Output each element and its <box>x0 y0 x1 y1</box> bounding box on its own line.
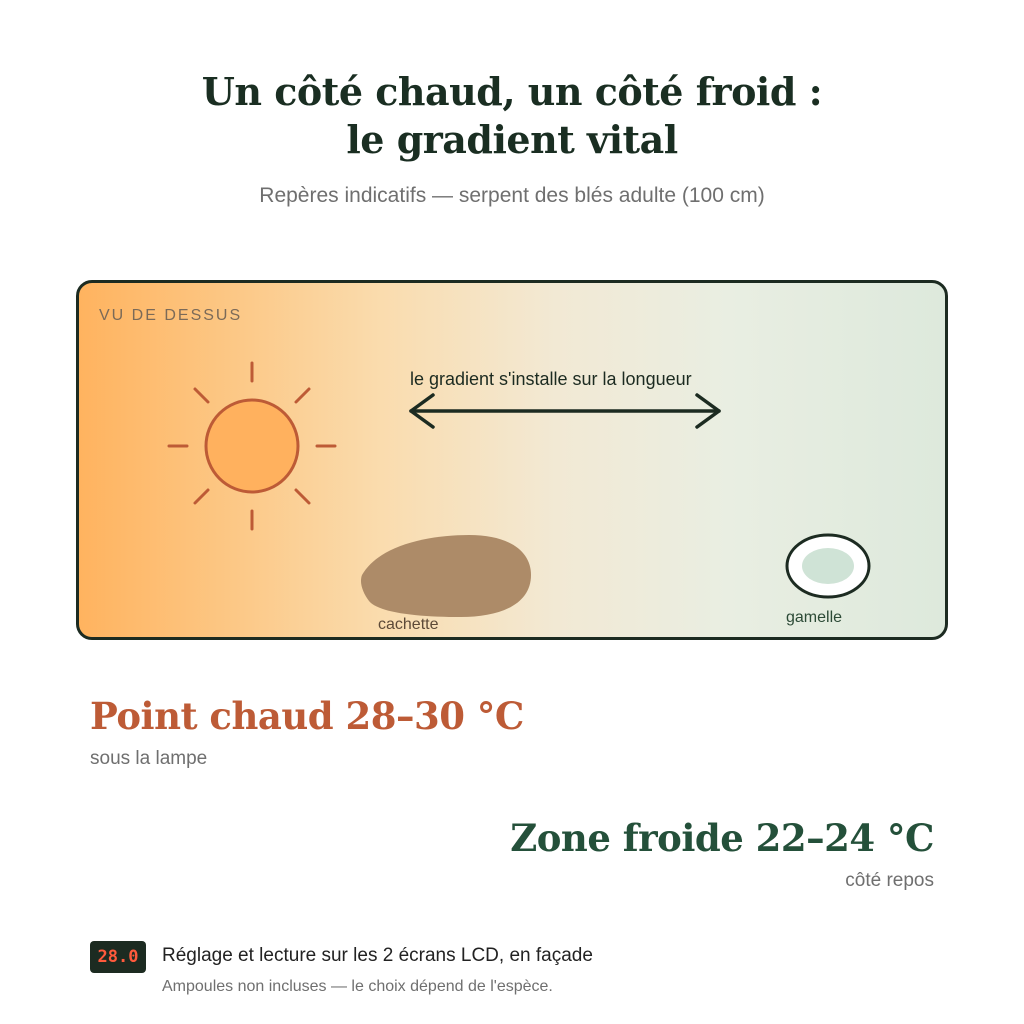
bowl-label: gamelle <box>786 609 843 626</box>
page-title <box>0 68 1024 164</box>
hot-zone-subtitle: sous la lampe <box>90 748 208 769</box>
page-title-line-2: le gradient vital <box>346 117 678 162</box>
lcd-display-badge: 28.0 <box>90 941 146 973</box>
terrarium-top-view <box>76 280 948 640</box>
double-arrow-icon <box>405 391 725 431</box>
gradient-label: le gradient s'installe sur la longueur <box>410 369 692 389</box>
water-bowl-icon <box>783 531 873 601</box>
view-label: VU DE DESSUS <box>99 307 243 324</box>
cold-zone-title: Zone froide 22–24 °C <box>510 816 934 860</box>
hide-label: cachette <box>378 616 439 633</box>
footer-note: Réglage et lecture sur les 2 écrans LCD, en façade <box>162 945 593 966</box>
hide-shape <box>359 533 533 623</box>
cold-zone-subtitle: côté repos <box>845 870 934 891</box>
hot-zone-title: Point chaud 28–30 °C <box>90 694 524 738</box>
page-subtitle: Repères indicatifs — serpent des blés adulte (100 cm) <box>259 184 765 207</box>
footer-subnote: Ampoules non incluses — le choix dépend de l'espèce. <box>162 978 553 995</box>
page-title-line-1: Un côté chaud, un côté froid : <box>201 69 823 114</box>
sun-icon <box>167 361 337 531</box>
